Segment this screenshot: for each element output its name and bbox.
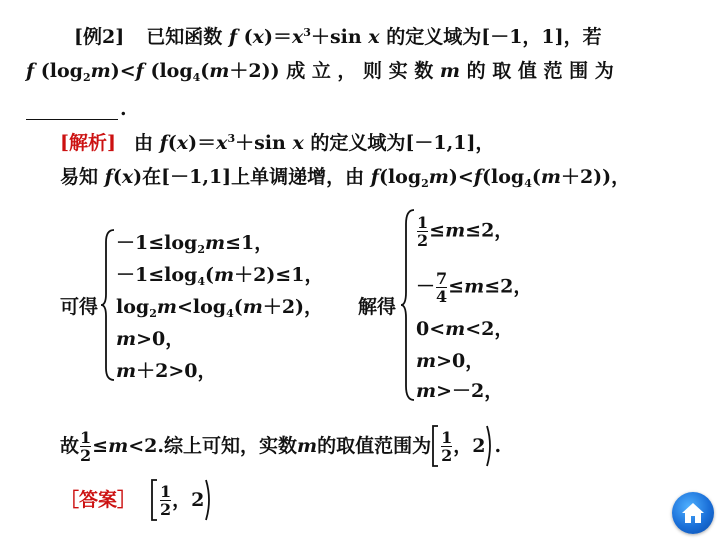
system1-row-2 — [116, 264, 323, 286]
text: >0， — [136, 328, 185, 350]
text: >0， — [436, 350, 485, 372]
math-x: x — [176, 132, 189, 154]
period: . — [494, 435, 502, 457]
math-m: m — [204, 232, 226, 254]
text: ＋2)) 成 立 ， 则 实 数 — [229, 60, 440, 82]
math-m: m — [445, 318, 466, 340]
answer-blank — [26, 98, 127, 120]
subscript: 2 — [149, 307, 157, 320]
text: <2.综上可知，实数 — [128, 435, 297, 457]
text: 易知 — [60, 166, 105, 188]
text: ≤ — [92, 435, 109, 457]
system2-row-2 — [416, 270, 532, 305]
text: ，2 — [172, 489, 205, 511]
text: ＋sin — [310, 26, 369, 48]
math-m: m — [540, 166, 561, 188]
math-m: m — [464, 275, 485, 298]
text: )＝ — [188, 132, 217, 154]
subscript: 4 — [524, 177, 532, 190]
text: ( — [112, 166, 122, 188]
text: ≤ — [448, 275, 465, 298]
fraction — [80, 429, 91, 464]
text: ＋2)， — [262, 296, 324, 318]
math-f: f — [135, 60, 144, 82]
text: ＋2)≤1， — [234, 264, 324, 286]
subscript: 2 — [421, 177, 429, 190]
math-x: x — [368, 26, 380, 48]
text: ( — [531, 166, 541, 188]
text: )＝ — [263, 26, 292, 48]
text: <log — [176, 296, 227, 318]
text: 的定义域为[－1,1]， — [303, 132, 495, 154]
text: )在[－1,1]上单调递增，由 — [133, 166, 371, 188]
system1-row-4 — [116, 328, 184, 350]
denominator: 2 — [80, 445, 92, 465]
math-m: m — [209, 60, 230, 82]
numerator: 1 — [441, 427, 453, 447]
subscript: 4 — [197, 275, 205, 288]
text: ≤1， — [225, 232, 274, 254]
math-f: f — [159, 132, 168, 154]
subscript: 4 — [226, 307, 234, 320]
subscript: 4 — [192, 71, 201, 84]
math-m: m — [116, 360, 137, 382]
math-f: f — [228, 26, 238, 48]
fraction — [441, 429, 452, 464]
math-m: m — [156, 296, 177, 318]
denominator: 2 — [417, 231, 429, 250]
example-tag: [例2] — [74, 26, 125, 48]
text: ( — [233, 296, 243, 318]
home-button[interactable] — [672, 492, 714, 534]
math-f: f — [26, 60, 35, 82]
text: 0< — [416, 318, 446, 340]
system2-row-1 — [416, 214, 513, 249]
numerator: 1 — [160, 481, 172, 501]
text: >－2， — [436, 380, 504, 402]
analysis-tag: [解析] — [60, 132, 116, 154]
denominator: 2 — [160, 499, 172, 519]
text: <2， — [465, 318, 514, 340]
math-x: x — [121, 166, 134, 188]
answer-line — [60, 478, 213, 522]
math-m: m — [213, 264, 235, 286]
math-f: f — [473, 166, 483, 188]
numerator: 1 — [80, 427, 92, 447]
text: (log — [482, 166, 525, 188]
text: 已知函数 — [146, 26, 229, 48]
subscript: 2 — [82, 71, 91, 84]
text: )< — [110, 60, 136, 82]
math-m: m — [296, 435, 318, 457]
system1-row-3 — [116, 296, 323, 318]
left-bracket — [431, 424, 440, 468]
math-x: x — [252, 26, 264, 48]
math-x: x — [292, 132, 304, 154]
math-f: f — [104, 166, 113, 188]
text: ( — [167, 132, 177, 154]
math-m: m — [445, 219, 466, 242]
text: (log — [378, 166, 422, 188]
text: ＋2))， — [560, 166, 631, 188]
text: 由 — [133, 132, 160, 154]
left-brace — [100, 228, 116, 382]
text: － — [416, 275, 436, 298]
numerator: 7 — [436, 269, 448, 288]
subscript: 2 — [197, 243, 205, 256]
text: log — [116, 296, 150, 318]
math-m: m — [242, 296, 263, 318]
math-m: m — [439, 60, 461, 82]
blank-underline — [26, 105, 118, 120]
system1-row-1 — [116, 232, 273, 254]
text: 的取值范围为 — [317, 435, 432, 457]
period: . — [120, 98, 127, 120]
math-m: m — [428, 166, 449, 188]
math-m: m — [416, 380, 437, 402]
superscript: 3 — [303, 26, 311, 39]
kede-label: 可得 — [60, 296, 99, 318]
text: －1≤log — [116, 232, 198, 254]
fraction — [160, 483, 171, 518]
text: 故 — [60, 435, 80, 457]
text: ( — [204, 264, 214, 286]
system2-row-5 — [416, 380, 503, 402]
home-icon — [681, 501, 705, 525]
denominator: 2 — [441, 445, 453, 465]
math-x: x — [216, 132, 228, 154]
denominator: 4 — [436, 287, 448, 306]
math-m: m — [416, 350, 437, 372]
text: 的定义域为[－1，1]，若 — [379, 26, 602, 48]
analysis-line-1 — [60, 132, 494, 154]
right-paren — [485, 424, 494, 468]
text: ＋sin — [235, 132, 293, 154]
system1-row-5 — [116, 360, 216, 382]
text: ( — [237, 26, 253, 48]
answer-tag: ［答案］ — [60, 489, 137, 511]
superscript: 3 — [227, 132, 236, 145]
text: )< — [448, 166, 474, 188]
problem-line-2 — [26, 60, 614, 82]
left-bracket — [150, 478, 159, 522]
math-m: m — [116, 328, 137, 350]
text: ＋2>0， — [136, 360, 217, 382]
text: ≤2， — [484, 275, 533, 298]
system2-row-4 — [416, 350, 484, 372]
system2-row-3 — [416, 318, 513, 340]
text: ≤2， — [465, 219, 514, 242]
text: ( — [200, 60, 210, 82]
numerator: 1 — [417, 213, 429, 232]
text: (log — [34, 60, 83, 82]
math-x: x — [291, 26, 304, 48]
left-brace — [400, 208, 416, 402]
text: －1≤log — [116, 264, 198, 286]
analysis-line-2 — [60, 166, 630, 188]
math-m: m — [108, 435, 129, 457]
right-paren — [204, 478, 213, 522]
text: ，2 — [453, 435, 486, 457]
fraction — [436, 270, 447, 305]
jiede-label: 解得 — [358, 296, 397, 318]
math-f: f — [370, 166, 379, 188]
fraction — [417, 214, 428, 249]
text: ≤ — [429, 219, 446, 242]
math-m: m — [90, 60, 111, 82]
text: 的 取 值 范 围 为 — [460, 60, 614, 82]
text: (log — [143, 60, 193, 82]
problem-line-1 — [74, 26, 602, 48]
conclusion-line — [60, 424, 501, 468]
